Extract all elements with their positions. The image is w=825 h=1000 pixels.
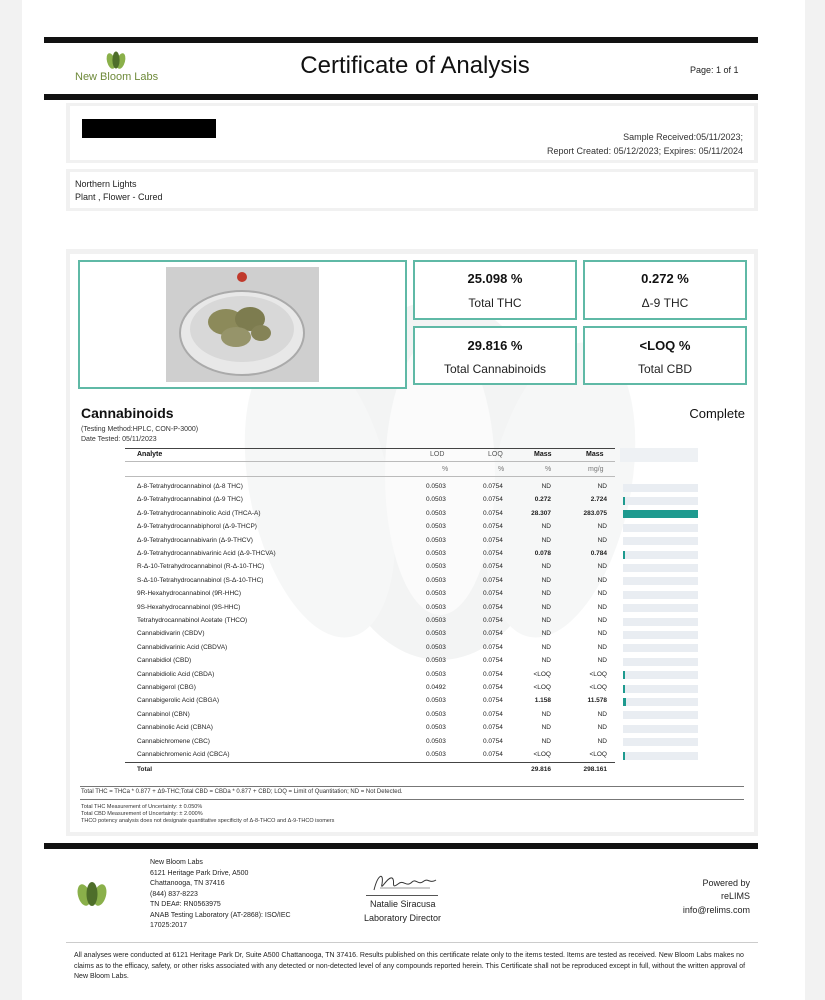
- loq-value: 0.0754: [483, 536, 503, 544]
- analyte-name: Δ-9-Tetrahydrocannabinolic Acid (THCA-A): [137, 509, 261, 517]
- mass-pct-value: ND: [541, 523, 551, 531]
- total-cbd-value: <LOQ %: [639, 338, 691, 353]
- col-lod: LOD: [430, 451, 445, 458]
- mass-pct-value: <LOQ: [533, 684, 551, 691]
- lod-value: 0.0503: [426, 523, 446, 531]
- lab-address: New Bloom Labs 6121 Heritage Park Drive, A500 Chattanooga, TN 37416 (844) 837-8223 TN DEA#: RN0563975 ANAB Testing Laboratory (AT-2868): ISO/IEC 17025:2017: [150, 859, 291, 929]
- total-thc-value: 25.098 %: [467, 271, 523, 286]
- lod-value: 0.0503: [426, 576, 446, 584]
- mass-mg-value: ND: [597, 737, 607, 745]
- mass-mg-value: 11.578: [587, 697, 607, 705]
- lod-value: 0.0503: [426, 724, 446, 732]
- level-bar-track: [623, 484, 698, 492]
- mass-mg-value: ND: [597, 603, 607, 611]
- analyte-name: 9S-Hexahydrocannabinol (9S-HHC): [137, 603, 241, 611]
- analyte-name: Cannabichromenic Acid (CBCA): [137, 751, 230, 758]
- table-row: [137, 481, 607, 494]
- level-bar-fill: [623, 685, 625, 693]
- level-bar-track: [623, 685, 698, 693]
- mass-pct-value: ND: [541, 590, 551, 598]
- mass-mg-value: <LOQ: [589, 751, 607, 758]
- table-row: [137, 508, 607, 521]
- level-bar-fill: [623, 497, 625, 505]
- analyte-name: Cannabigerolic Acid (CBGA): [137, 697, 220, 705]
- note-thco: THCO potency analysis does not designate quantitative specificity of Δ-8-THCO and Δ-9-THCO isomers: [81, 818, 335, 824]
- mass-mg-value: ND: [597, 523, 607, 531]
- report-dates: Report Created: 05/12/2023; Expires: 05/11/2024: [547, 146, 743, 156]
- level-bar-fill: [623, 698, 626, 706]
- powered-by: Powered by: [702, 878, 750, 888]
- mass-mg-value: ND: [597, 536, 607, 544]
- level-bar-track: [623, 618, 698, 626]
- cannabinoids-status: Complete: [689, 406, 745, 421]
- analyte-name: Tetrahydrocannabinol Acetate (THCO): [137, 617, 248, 624]
- level-bar-fill: [623, 752, 625, 760]
- sample-name: Northern Lights: [75, 179, 137, 189]
- sample-photo: [166, 267, 319, 382]
- unit-mass-mg: mg/g: [588, 466, 604, 473]
- table-row: [137, 561, 607, 574]
- level-bar-track: [623, 738, 698, 746]
- loq-value: 0.0754: [483, 737, 503, 745]
- table-row: [137, 602, 607, 615]
- mass-mg-value: ND: [597, 710, 607, 718]
- note-thc-uncertainty: Total THC Measurement of Uncertainty: ± 0.050%: [81, 804, 203, 810]
- lod-value: 0.0503: [426, 657, 446, 665]
- analyte-name: Cannabidiolic Acid (CBDA): [137, 670, 215, 678]
- mass-pct-value: ND: [541, 536, 551, 544]
- table-row: [137, 682, 607, 695]
- level-bar-track: [623, 524, 698, 532]
- table-row: [137, 588, 607, 601]
- loq-value: 0.0754: [483, 630, 503, 638]
- cannabinoids-title: Cannabinoids: [81, 405, 174, 421]
- analyte-name: Δ-8-Tetrahydrocannabinol (Δ-8 THC): [137, 483, 243, 490]
- mass-mg-value: ND: [597, 576, 607, 584]
- d9-thc-value: 0.272 %: [641, 271, 689, 286]
- mass-pct-value: 28.307: [531, 509, 551, 517]
- lod-value: 0.0503: [426, 563, 446, 571]
- lod-value: 0.0503: [426, 590, 446, 598]
- date-tested: Date Tested: 05/11/2023: [81, 436, 157, 443]
- mass-pct-value: <LOQ: [533, 670, 551, 678]
- mass-pct-value: <LOQ: [533, 751, 551, 758]
- total-cannabinoids-card: [413, 326, 577, 385]
- signature-line: [366, 895, 438, 896]
- mass-pct-value: ND: [541, 483, 551, 490]
- powered-by-email: info@relims.com: [682, 905, 750, 915]
- analyte-name: Δ-9-Tetrahydrocannabiphorol (Δ-9-THCP): [137, 523, 257, 531]
- unit-loq: %: [498, 466, 505, 473]
- analyte-name: Cannabinolic Acid (CBNA): [137, 724, 213, 732]
- table-row: [137, 642, 607, 655]
- header-top-rule: [44, 37, 758, 43]
- col-mass-mg: Mass: [586, 451, 604, 458]
- note-cbd-uncertainty: Total CBD Measurement of Uncertainty: ± 2.000%: [81, 811, 203, 817]
- mass-mg-value: ND: [597, 617, 607, 624]
- disclaimer-text: All analyses were conducted at 6121 Heritage Park Dr, Suite A500 Chattanooga, TN 37416. Results published on this certificate relate only to the items tested. Items are tested as received. New Bloom Labs makes no claims as to the efficacy, safety, or other risks associated with any detected or non-detected level of any compounds reported herein. This Certificate shall not be reproduced except in full, without the written approval of New Bloom Labs.: [74, 952, 746, 980]
- lod-value: 0.0503: [426, 550, 446, 557]
- notes-bottom-rule: [80, 799, 744, 800]
- total-rule: [125, 762, 615, 763]
- mass-pct-value: 0.078: [534, 550, 551, 557]
- table-row: [137, 749, 607, 762]
- mass-pct-value: ND: [541, 710, 551, 718]
- testing-method: (Testing Method:HPLC, CON-P-3000): [81, 426, 199, 433]
- level-bar-track: [623, 658, 698, 666]
- total-cbd-card: [583, 326, 747, 385]
- mass-pct-value: ND: [541, 563, 551, 571]
- loq-value: 0.0754: [483, 657, 503, 665]
- footer-leaf-logo-icon: [74, 880, 110, 908]
- signature-image: [370, 870, 440, 896]
- analyte-name: Cannabichromene (CBC): [137, 737, 210, 745]
- lod-value: 0.0503: [426, 670, 446, 678]
- table-row: [137, 575, 607, 588]
- lod-value: 0.0503: [426, 536, 446, 544]
- level-bar-track: [623, 671, 698, 679]
- mass-pct-value: ND: [541, 737, 551, 745]
- mass-pct-value: ND: [541, 603, 551, 611]
- table-row: [137, 669, 607, 682]
- level-bar-track: [623, 497, 698, 505]
- total-mass: 29.816: [531, 766, 551, 773]
- level-bar-track: [623, 564, 698, 572]
- mass-mg-value: ND: [597, 643, 607, 651]
- notes-top-rule: [80, 786, 744, 787]
- d9-thc-card: [583, 260, 747, 320]
- mass-pct-value: ND: [541, 724, 551, 732]
- mass-mg-value: 0.784: [590, 550, 607, 557]
- loq-value: 0.0754: [483, 576, 503, 584]
- sample-dish-image: [166, 267, 319, 382]
- analyte-name: 9R-Hexahydrocannabinol (9R-HHC): [137, 590, 242, 598]
- loq-value: 0.0754: [483, 590, 503, 598]
- total-thc-label: Total THC: [468, 296, 522, 310]
- level-bar-track: [623, 537, 698, 545]
- table-row: [137, 709, 607, 722]
- mass-mg-value: <LOQ: [589, 670, 607, 678]
- mass-pct-value: 1.158: [534, 697, 551, 705]
- page-title: Certificate of Analysis: [300, 52, 530, 79]
- analyte-name: Δ-9-Tetrahydrocannabivarinic Acid (Δ-9-THCVA): [137, 550, 276, 557]
- total-thc-card: [413, 260, 577, 320]
- header-bottom-rule: [44, 94, 758, 100]
- mass-pct-value: ND: [541, 643, 551, 651]
- mass-mg-value: ND: [597, 590, 607, 598]
- level-bar-fill: [623, 510, 698, 518]
- total-label: Total: [137, 766, 153, 773]
- level-bar-track: [623, 551, 698, 559]
- signer-title: Laboratory Director: [364, 913, 442, 923]
- lod-value: 0.0503: [426, 751, 446, 758]
- col-analyte: Analyte: [137, 451, 163, 458]
- level-bar-track: [623, 711, 698, 719]
- table-header-top-rule: [125, 448, 615, 449]
- table-header-bottom-rule: [125, 476, 615, 477]
- loq-value: 0.0754: [483, 751, 503, 758]
- chart-header-band: [620, 448, 698, 462]
- page-number: Page: 1 of 1: [690, 65, 739, 75]
- mass-mg-value: ND: [597, 724, 607, 732]
- loq-value: 0.0754: [483, 643, 503, 651]
- level-bar-fill: [623, 671, 625, 679]
- sample-received: Sample Received:05/11/2023;: [623, 132, 743, 142]
- table-row: [137, 521, 607, 534]
- table-row: [137, 535, 607, 548]
- analyte-name: Cannabidiol (CBD): [137, 657, 192, 665]
- mass-pct-value: ND: [541, 576, 551, 584]
- lod-value: 0.0503: [426, 603, 446, 611]
- loq-value: 0.0754: [483, 550, 503, 557]
- level-bar-track: [623, 510, 698, 518]
- table-row: [137, 736, 607, 749]
- col-mass-pct: Mass: [534, 451, 552, 458]
- analyte-name: R-Δ-10-Tetrahydrocannabinol (R-Δ-10-THC): [137, 563, 265, 571]
- loq-value: 0.0754: [483, 523, 503, 531]
- sample-panel: [66, 169, 758, 211]
- loq-value: 0.0754: [483, 603, 503, 611]
- lod-value: 0.0503: [426, 737, 446, 745]
- level-bar-track: [623, 752, 698, 760]
- lod-value: 0.0492: [426, 684, 446, 691]
- total-cbd-label: Total CBD: [637, 362, 693, 376]
- lod-value: 0.0503: [426, 697, 446, 705]
- table-row: [137, 628, 607, 641]
- mass-mg-value: ND: [597, 657, 607, 665]
- mass-mg-value: ND: [597, 630, 607, 638]
- lab-logo-text: New Bloom Labs: [75, 71, 159, 83]
- unit-mass-pct: %: [545, 466, 552, 473]
- mass-mg-value: <LOQ: [589, 684, 607, 691]
- lod-value: 0.0503: [426, 643, 446, 651]
- table-row: [137, 494, 607, 507]
- level-bar-fill: [623, 551, 625, 559]
- level-bar-track: [623, 631, 698, 639]
- loq-value: 0.0754: [483, 684, 503, 691]
- loq-value: 0.0754: [483, 697, 503, 705]
- loq-value: 0.0754: [483, 670, 503, 678]
- table-row: [137, 695, 607, 708]
- mass-pct-value: ND: [541, 617, 551, 624]
- loq-value: 0.0754: [483, 509, 503, 517]
- mass-mg-value: ND: [597, 483, 607, 490]
- level-bar-track: [623, 591, 698, 599]
- mass-pct-value: ND: [541, 657, 551, 665]
- total-mg: 298.161: [583, 766, 607, 773]
- mass-mg-value: 2.724: [590, 496, 607, 504]
- loq-value: 0.0754: [483, 483, 503, 490]
- total-cannabinoids-value: 29.816 %: [467, 338, 523, 353]
- lod-value: 0.0503: [426, 710, 446, 718]
- table-header-mid-rule: [125, 461, 615, 462]
- analyte-name: Cannabinol (CBN): [137, 710, 190, 718]
- table-row: [137, 655, 607, 668]
- analyte-name: S-Δ-10-Tetrahydrocannabinol (S-Δ-10-THC): [137, 576, 264, 584]
- col-loq: LOQ: [488, 451, 503, 458]
- unit-lod: %: [442, 466, 449, 473]
- redacted-client-name: [82, 119, 216, 138]
- lod-value: 0.0503: [426, 617, 446, 624]
- mass-pct-value: ND: [541, 630, 551, 638]
- analyte-name: Cannabigerol (CBG): [137, 684, 196, 691]
- level-bar-track: [623, 644, 698, 652]
- disclaimer-rule: [66, 942, 758, 943]
- analyte-name: Δ-9-Tetrahydrocannabivarin (Δ-9-THCV): [137, 536, 253, 544]
- lod-value: 0.0503: [426, 483, 446, 490]
- mass-pct-value: 0.272: [534, 496, 551, 504]
- level-bar-track: [623, 698, 698, 706]
- analyte-name: Cannabidivarin (CBDV): [137, 630, 205, 638]
- loq-value: 0.0754: [483, 563, 503, 571]
- note-formula: Total THC = THCa * 0.877 + Δ9-THC;Total CBD = CBDa * 0.877 + CBD; LOQ = Limit of Quantitation; ND = Not Detected.: [81, 789, 403, 795]
- level-bar-track: [623, 604, 698, 612]
- level-bar-track: [623, 725, 698, 733]
- loq-value: 0.0754: [483, 496, 503, 504]
- total-cannabinoids-label: Total Cannabinoids: [443, 362, 547, 376]
- mass-mg-value: ND: [597, 563, 607, 571]
- lod-value: 0.0503: [426, 509, 446, 517]
- loq-value: 0.0754: [483, 710, 503, 718]
- table-row: [137, 548, 607, 561]
- mass-mg-value: 283.075: [583, 509, 607, 517]
- total-row: [137, 764, 607, 777]
- loq-value: 0.0754: [483, 724, 503, 732]
- analyte-name: Δ-9-Tetrahydrocannabinol (Δ-9 THC): [137, 496, 243, 504]
- powered-by-name: reLIMS: [720, 891, 750, 901]
- analyte-name: Cannabidivarinic Acid (CBDVA): [137, 643, 228, 651]
- d9-thc-label: Δ-9 THC: [641, 296, 689, 310]
- table-row: [137, 615, 607, 628]
- loq-value: 0.0754: [483, 617, 503, 624]
- table-row: [137, 722, 607, 735]
- lod-value: 0.0503: [426, 630, 446, 638]
- signer-name: Natalie Siracusa: [370, 899, 436, 909]
- sample-type: Plant , Flower - Cured: [75, 192, 163, 202]
- leaf-logo-icon: [104, 51, 128, 71]
- lod-value: 0.0503: [426, 496, 446, 504]
- footer-top-rule: [44, 843, 758, 849]
- level-bar-track: [623, 577, 698, 585]
